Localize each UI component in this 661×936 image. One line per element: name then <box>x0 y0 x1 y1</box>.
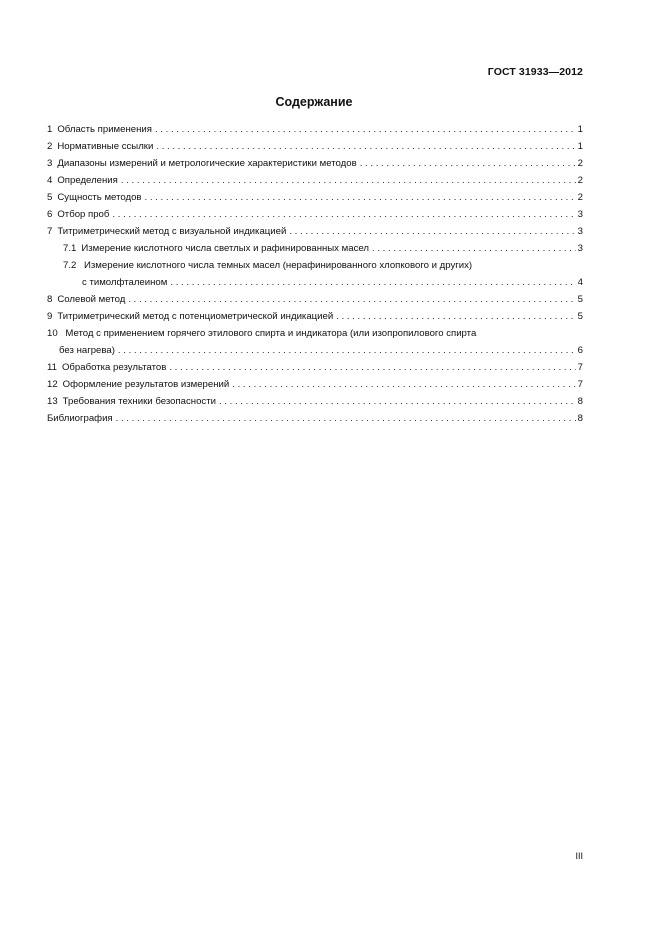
toc-entry-number: 8 <box>47 294 53 305</box>
toc-entry-number: 7.2 <box>63 260 77 271</box>
toc-entry-7-2[interactable] <box>47 257 583 291</box>
toc-entry-3[interactable] <box>47 155 583 172</box>
toc-entry-page: 8 <box>577 396 583 407</box>
toc-entry-10[interactable] <box>47 325 583 359</box>
toc-leader-dots <box>336 308 575 325</box>
toc-entry-text: Измерение кислотного числа темных масел (нерафинированного хлопкового и других) <box>84 260 473 271</box>
toc-leader-dots <box>219 393 576 410</box>
toc-entry-8[interactable] <box>47 291 583 308</box>
toc-entry-page: 7 <box>577 362 583 373</box>
toc-leader-dots <box>169 359 575 376</box>
toc-entry-text: Обработка результатов <box>61 362 167 373</box>
document-code: ГОСТ 31933—2012 <box>487 66 583 78</box>
toc-leader-dots <box>232 376 575 393</box>
toc-entry-text: Сущность методов <box>57 192 142 203</box>
toc-entry-number: 5 <box>47 192 53 203</box>
toc-leader-dots <box>170 274 575 291</box>
toc-entry-13[interactable] <box>47 393 583 410</box>
toc-entry-text: Титриметрический метод с потенциометрической индикацией <box>57 311 334 322</box>
toc-entry-page: 8 <box>577 413 583 424</box>
toc-entry-text: Солевой метод <box>57 294 126 305</box>
toc-entry-text: Метод с применением горячего этилового спирта и индикатора (или изопропилового спирта <box>65 328 477 339</box>
toc-entry-text: Нормативные ссылки <box>57 141 154 152</box>
toc-entry-page: 5 <box>577 311 583 322</box>
toc-entry-7[interactable] <box>47 223 583 240</box>
toc-leader-dots <box>116 410 576 427</box>
toc-leader-dots <box>372 240 576 257</box>
toc-entry-2[interactable] <box>47 138 583 155</box>
toc-entry-text-continued: с тимолфталеином <box>82 277 168 288</box>
toc-entry-text: Оформление результатов измерений <box>62 379 230 390</box>
toc-entry-page: 1 <box>577 124 583 135</box>
toc-leader-dots <box>145 189 576 206</box>
toc-entry-text: Определения <box>57 175 118 186</box>
toc-entry-number: 7 <box>47 226 53 237</box>
toc-entry-page: 2 <box>577 158 583 169</box>
toc-leader-dots <box>112 206 575 223</box>
toc-entry-text: Требования техники безопасности <box>62 396 216 407</box>
toc-entry-page: 4 <box>577 277 583 288</box>
toc-entry-6[interactable] <box>47 206 583 223</box>
toc-leader-dots <box>118 342 576 359</box>
toc-entry-page: 2 <box>577 192 583 203</box>
toc-entry-text: Титриметрический метод с визуальной индикацией <box>57 226 287 237</box>
toc-entry-number: 3 <box>47 158 53 169</box>
toc-entry-text: Область применения <box>57 124 152 135</box>
toc-entry-number: 10 <box>47 328 58 339</box>
toc-entry-page: 7 <box>577 379 583 390</box>
toc-entry-number: 9 <box>47 311 53 322</box>
toc-entry-number: 2 <box>47 141 53 152</box>
toc-entry-page: 1 <box>577 141 583 152</box>
toc-title: Содержание <box>275 95 353 109</box>
toc-entry-number: 7.1 <box>63 243 77 254</box>
toc-entry-5[interactable] <box>47 189 583 206</box>
toc-entry-11[interactable] <box>47 359 583 376</box>
toc-entry-12[interactable] <box>47 376 583 393</box>
toc-entry-text: Библиография <box>47 413 113 424</box>
toc-entry-9[interactable] <box>47 308 583 325</box>
toc-leader-dots <box>360 155 576 172</box>
toc-entry-text: Отбор проб <box>57 209 110 220</box>
toc-leader-dots <box>121 172 576 189</box>
toc-entry-number: 1 <box>47 124 53 135</box>
toc-entry-page: 2 <box>577 175 583 186</box>
toc-leader-dots <box>128 291 575 308</box>
toc-entry-text: Измерение кислотного числа светлых и рафинированных масел <box>81 243 369 254</box>
toc-entry-number: 12 <box>47 379 58 390</box>
toc-entry-page: 3 <box>577 243 583 254</box>
toc-entry-number: 6 <box>47 209 53 220</box>
toc-entry-text: Диапазоны измерений и метрологические характеристики методов <box>57 158 357 169</box>
toc-leader-dots <box>155 121 576 138</box>
toc-entry-1[interactable] <box>47 121 583 138</box>
toc-entry-page: 5 <box>577 294 583 305</box>
toc-entry-page: 6 <box>577 345 583 356</box>
toc-entry-number: 11 <box>47 362 57 373</box>
toc-entry-text-continued: без нагрева) <box>59 345 115 356</box>
toc-leader-dots <box>156 138 575 155</box>
page-number: III <box>575 851 583 861</box>
toc-leader-dots <box>289 223 575 240</box>
toc-entry-bibliography[interactable] <box>47 410 583 427</box>
toc-entry-7-1[interactable] <box>47 240 583 257</box>
table-of-contents <box>47 121 583 427</box>
toc-entry-page: 3 <box>577 226 583 237</box>
toc-entry-4[interactable] <box>47 172 583 189</box>
toc-entry-number: 4 <box>47 175 53 186</box>
toc-entry-page: 3 <box>577 209 583 220</box>
toc-entry-number: 13 <box>47 396 58 407</box>
